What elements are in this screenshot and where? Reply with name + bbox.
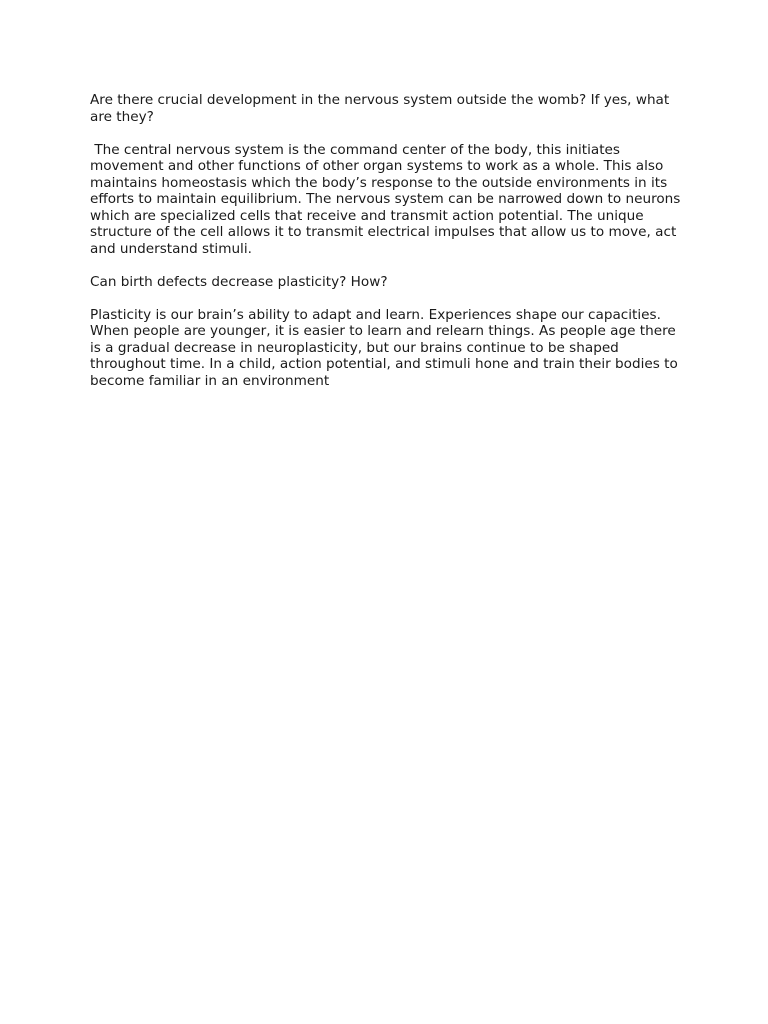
answer-1: The central nervous system is the command center of the body, this initiates movement and other functions of other organ systems to work as a whole. This also maintains homeostasis which the body’s response to the outside environments in its efforts to maintain equilibrium. The nervous system can be narrowed down to neurons which are specialized cells that receive and transmit action potential. The unique structure of the cell allows it to transmit electrical impulses that allow us to move, act and understand stimuli. xyxy=(90,141,685,257)
document-body xyxy=(90,92,685,406)
question-1: Are there crucial development in the nervous system outside the womb? If yes, what are they? xyxy=(90,92,670,125)
question-2: Can birth defects decrease plasticity? How? xyxy=(90,273,388,290)
answer-2: Plasticity is our brain’s ability to adapt and learn. Experiences shape our capacities. When people are younger, it is easier to learn and relearn things. As people age there is a gradual decrease in neuroplasticity, but our brains continue to be shaped throughout time. In a child, action potential, and stimuli hone and train their bodies to become familiar in an environment xyxy=(90,306,678,389)
